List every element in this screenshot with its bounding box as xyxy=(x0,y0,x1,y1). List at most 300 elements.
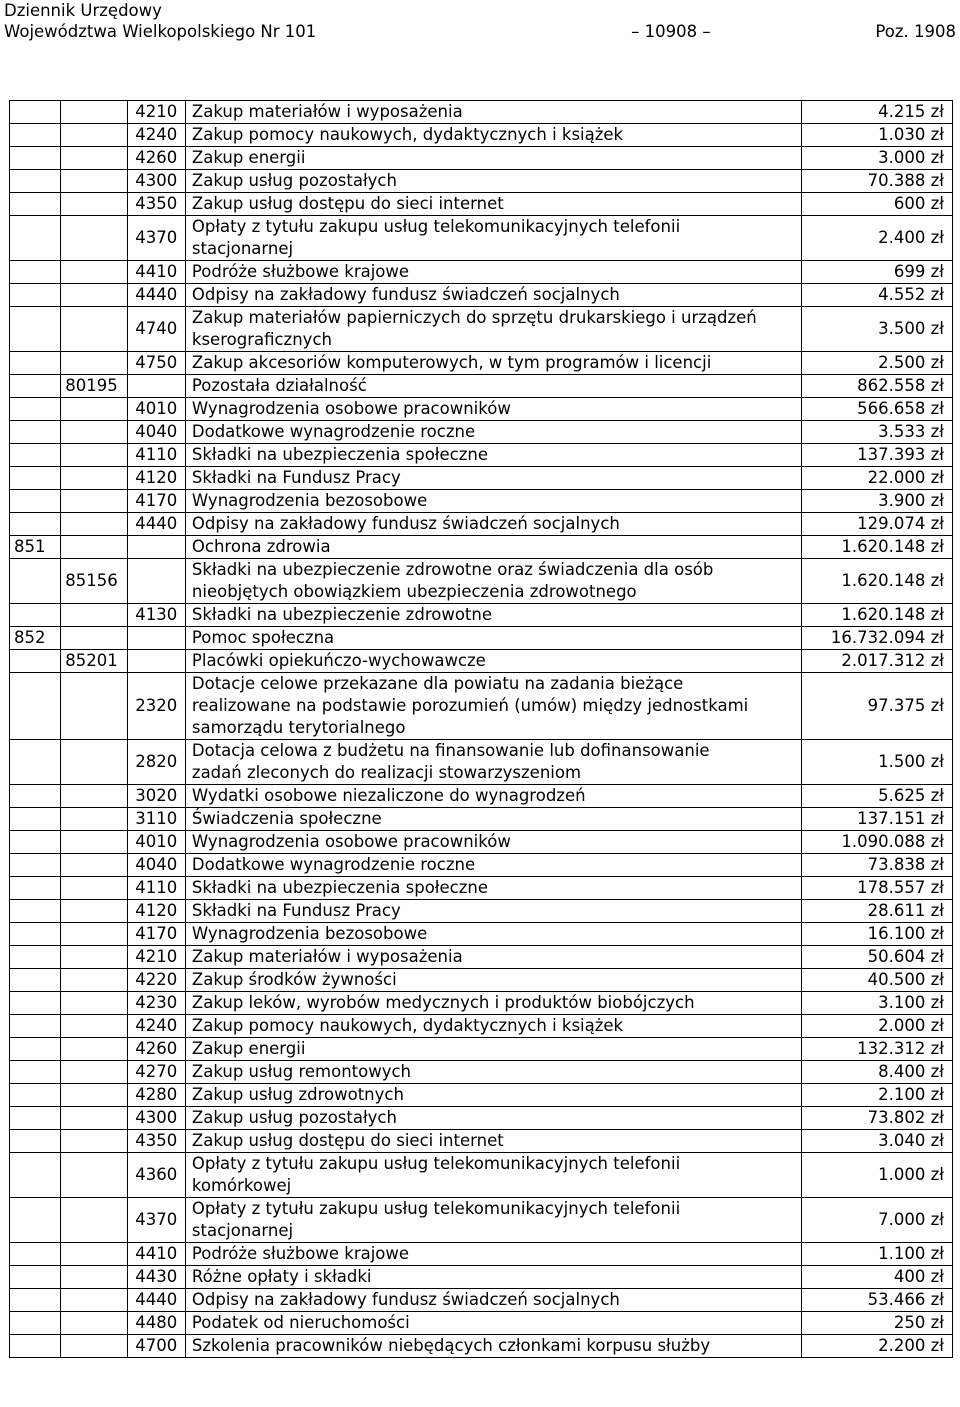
nazwa-line: Zakup energii xyxy=(191,148,306,167)
kwota-cell: 1.090.088 zł xyxy=(802,831,953,854)
nazwa-cell xyxy=(185,284,801,307)
kwota-cell: 1.620.148 zł xyxy=(802,536,953,559)
rozdzial-cell xyxy=(61,1038,127,1061)
nazwa-cell xyxy=(185,124,801,147)
paragraf-cell: 4120 xyxy=(127,900,185,923)
nazwa-line: stacjonarnej xyxy=(191,1221,294,1240)
budget-table-body xyxy=(10,101,953,1358)
dzial-cell xyxy=(10,808,61,831)
paragraf-cell: 4410 xyxy=(127,1243,185,1266)
table-row xyxy=(10,124,953,147)
paragraf-cell: 4270 xyxy=(127,1061,185,1084)
nazwa-line: Składki na ubezpieczenia społeczne xyxy=(191,878,488,897)
nazwa-line: Składki na ubezpieczenie zdrowotne xyxy=(191,605,492,624)
rozdzial-cell xyxy=(61,124,127,147)
rozdzial-cell xyxy=(61,673,127,740)
table-row xyxy=(10,1266,953,1289)
kwota-cell: 22.000 zł xyxy=(802,467,953,490)
rozdzial-cell xyxy=(61,421,127,444)
kwota-cell: 16.732.094 zł xyxy=(802,627,953,650)
nazwa-cell xyxy=(185,193,801,216)
table-row xyxy=(10,650,953,673)
dzial-cell xyxy=(10,1335,61,1358)
kwota-cell: 400 zł xyxy=(802,1266,953,1289)
nazwa-line: Pozostała działalność xyxy=(191,376,367,395)
paragraf-cell: 4440 xyxy=(127,1289,185,1312)
table-row xyxy=(10,490,953,513)
nazwa-line: Zakup pomocy naukowych, dydaktycznych i książek xyxy=(191,1016,624,1035)
nazwa-line: kserograficznych xyxy=(191,330,332,349)
rozdzial-cell xyxy=(61,513,127,536)
kwota-cell: 2.000 zł xyxy=(802,1015,953,1038)
position-number: Poz. 1908 xyxy=(875,22,956,41)
table-row xyxy=(10,1198,953,1243)
kwota-cell: 50.604 zł xyxy=(802,946,953,969)
dzial-cell xyxy=(10,854,61,877)
table-row xyxy=(10,261,953,284)
rozdzial-cell xyxy=(61,261,127,284)
kwota-cell: 699 zł xyxy=(802,261,953,284)
table-row xyxy=(10,1335,953,1358)
dzial-cell xyxy=(10,467,61,490)
nazwa-line: Placówki opiekuńczo-wychowawcze xyxy=(191,651,486,670)
paragraf-cell: 4120 xyxy=(127,467,185,490)
kwota-cell: 2.200 zł xyxy=(802,1335,953,1358)
dzial-cell xyxy=(10,1015,61,1038)
table-row xyxy=(10,1153,953,1198)
paragraf-cell: 4010 xyxy=(127,831,185,854)
nazwa-line: Zakup leków, wyrobów medycznych i produktów biobójczych xyxy=(191,993,695,1012)
nazwa-cell xyxy=(185,261,801,284)
rozdzial-cell xyxy=(61,785,127,808)
table-row xyxy=(10,923,953,946)
nazwa-cell xyxy=(185,490,801,513)
paragraf-cell: 4750 xyxy=(127,352,185,375)
table-row xyxy=(10,992,953,1015)
table-row xyxy=(10,467,953,490)
nazwa-cell xyxy=(185,785,801,808)
dzial-cell xyxy=(10,1289,61,1312)
paragraf-cell: 4370 xyxy=(127,1198,185,1243)
rozdzial-cell xyxy=(61,969,127,992)
dzial-cell xyxy=(10,559,61,604)
table-row xyxy=(10,1130,953,1153)
rozdzial-cell xyxy=(61,900,127,923)
dzial-cell xyxy=(10,1243,61,1266)
table-row xyxy=(10,1107,953,1130)
paragraf-cell: 4300 xyxy=(127,1107,185,1130)
paragraf-cell: 4350 xyxy=(127,1130,185,1153)
dzial-cell: 852 xyxy=(10,627,61,650)
rozdzial-cell xyxy=(61,1153,127,1198)
rozdzial-cell xyxy=(61,216,127,261)
dzial-cell xyxy=(10,375,61,398)
rozdzial-cell xyxy=(61,923,127,946)
rozdzial-cell xyxy=(61,1312,127,1335)
nazwa-cell xyxy=(185,1243,801,1266)
nazwa-cell xyxy=(185,627,801,650)
dzial-cell xyxy=(10,969,61,992)
paragraf-cell xyxy=(127,375,185,398)
rozdzial-cell xyxy=(61,604,127,627)
table-row xyxy=(10,398,953,421)
kwota-cell: 5.625 zł xyxy=(802,785,953,808)
kwota-cell: 3.100 zł xyxy=(802,992,953,1015)
kwota-cell: 250 zł xyxy=(802,1312,953,1335)
nazwa-line: Zakup akcesoriów komputerowych, w tym programów i licencji xyxy=(191,353,712,372)
kwota-cell: 97.375 zł xyxy=(802,673,953,740)
journal-title: Dziennik Urzędowy xyxy=(4,1,162,20)
nazwa-line: Zakup środków żywności xyxy=(191,970,397,989)
table-row xyxy=(10,284,953,307)
nazwa-line: Dotacja celowa z budżetu na finansowanie lub dofinansowanie xyxy=(191,741,710,760)
table-row xyxy=(10,307,953,352)
dzial-cell xyxy=(10,1084,61,1107)
nazwa-line: Dodatkowe wynagrodzenie roczne xyxy=(191,422,476,441)
nazwa-cell xyxy=(185,352,801,375)
paragraf-cell: 4370 xyxy=(127,216,185,261)
nazwa-cell xyxy=(185,650,801,673)
dzial-cell xyxy=(10,216,61,261)
paragraf-cell: 4260 xyxy=(127,1038,185,1061)
kwota-cell: 137.151 zł xyxy=(802,808,953,831)
nazwa-cell xyxy=(185,375,801,398)
kwota-cell: 566.658 zł xyxy=(802,398,953,421)
table-row xyxy=(10,375,953,398)
kwota-cell: 3.900 zł xyxy=(802,490,953,513)
table-row xyxy=(10,604,953,627)
rozdzial-cell xyxy=(61,1335,127,1358)
nazwa-cell xyxy=(185,1153,801,1198)
kwota-cell: 28.611 zł xyxy=(802,900,953,923)
nazwa-cell xyxy=(185,604,801,627)
kwota-cell: 3.533 zł xyxy=(802,421,953,444)
rozdzial-cell xyxy=(61,284,127,307)
nazwa-cell xyxy=(185,307,801,352)
table-row xyxy=(10,900,953,923)
dzial-cell xyxy=(10,307,61,352)
nazwa-line: zadań zleconych do realizacji stowarzyszeniom xyxy=(191,763,582,782)
nazwa-cell xyxy=(185,1266,801,1289)
dzial-cell xyxy=(10,604,61,627)
dzial-cell: 851 xyxy=(10,536,61,559)
dzial-cell xyxy=(10,1130,61,1153)
paragraf-cell: 4110 xyxy=(127,877,185,900)
kwota-cell: 7.000 zł xyxy=(802,1198,953,1243)
table-row xyxy=(10,444,953,467)
paragraf-cell: 4240 xyxy=(127,1015,185,1038)
nazwa-line: Zakup usług dostępu do sieci internet xyxy=(191,194,504,213)
rozdzial-cell xyxy=(61,1130,127,1153)
kwota-cell: 73.838 zł xyxy=(802,854,953,877)
paragraf-cell: 4410 xyxy=(127,261,185,284)
rozdzial-cell xyxy=(61,1289,127,1312)
nazwa-cell xyxy=(185,923,801,946)
dzial-cell xyxy=(10,398,61,421)
rozdzial-cell xyxy=(61,444,127,467)
table-row xyxy=(10,808,953,831)
kwota-cell: 1.620.148 zł xyxy=(802,559,953,604)
table-row xyxy=(10,170,953,193)
dzial-cell xyxy=(10,421,61,444)
dzial-cell xyxy=(10,650,61,673)
dzial-cell xyxy=(10,1038,61,1061)
paragraf-cell: 3020 xyxy=(127,785,185,808)
paragraf-cell: 4040 xyxy=(127,421,185,444)
table-row xyxy=(10,1061,953,1084)
paragraf-cell: 4430 xyxy=(127,1266,185,1289)
kwota-cell: 178.557 zł xyxy=(802,877,953,900)
header-row xyxy=(4,21,956,42)
dzial-cell xyxy=(10,101,61,124)
dzial-cell xyxy=(10,877,61,900)
paragraf-cell: 4110 xyxy=(127,444,185,467)
nazwa-line: Wynagrodzenia osobowe pracowników xyxy=(191,832,511,851)
voivodeship-issue: Województwa Wielkopolskiego Nr 101 xyxy=(4,22,317,41)
nazwa-cell xyxy=(185,900,801,923)
paragraf-cell xyxy=(127,536,185,559)
dzial-cell xyxy=(10,740,61,785)
paragraf-cell: 4260 xyxy=(127,147,185,170)
nazwa-line: Zakup pomocy naukowych, dydaktycznych i książek xyxy=(191,125,624,144)
dzial-cell xyxy=(10,1198,61,1243)
paragraf-cell: 4440 xyxy=(127,284,185,307)
rozdzial-cell xyxy=(61,490,127,513)
paragraf-cell: 4130 xyxy=(127,604,185,627)
dzial-cell xyxy=(10,1153,61,1198)
kwota-cell: 862.558 zł xyxy=(802,375,953,398)
nazwa-line: Odpisy na zakładowy fundusz świadczeń socjalnych xyxy=(191,285,620,304)
nazwa-cell xyxy=(185,1130,801,1153)
rozdzial-cell xyxy=(61,946,127,969)
dzial-cell xyxy=(10,147,61,170)
rozdzial-cell xyxy=(61,627,127,650)
nazwa-line: Opłaty z tytułu zakupu usług telekomunikacyjnych telefonii xyxy=(191,1199,681,1218)
nazwa-line: Zakup usług remontowych xyxy=(191,1062,412,1081)
rozdzial-cell xyxy=(61,147,127,170)
nazwa-line: Zakup usług zdrowotnych xyxy=(191,1085,404,1104)
paragraf-cell: 4360 xyxy=(127,1153,185,1198)
rozdzial-cell xyxy=(61,398,127,421)
kwota-cell: 1.620.148 zł xyxy=(802,604,953,627)
nazwa-cell xyxy=(185,1289,801,1312)
paragraf-cell: 4350 xyxy=(127,193,185,216)
nazwa-line: Zakup materiałów i wyposażenia xyxy=(191,947,463,966)
nazwa-line: Odpisy na zakładowy fundusz świadczeń socjalnych xyxy=(191,514,620,533)
paragraf-cell: 4040 xyxy=(127,854,185,877)
kwota-cell: 4.552 zł xyxy=(802,284,953,307)
rozdzial-cell xyxy=(61,170,127,193)
nazwa-line: Podróże służbowe krajowe xyxy=(191,262,410,281)
nazwa-line: Podatek od nieruchomości xyxy=(191,1313,410,1332)
dzial-cell xyxy=(10,1061,61,1084)
nazwa-cell xyxy=(185,740,801,785)
kwota-cell: 8.400 zł xyxy=(802,1061,953,1084)
rozdzial-cell xyxy=(61,992,127,1015)
paragraf-cell: 4700 xyxy=(127,1335,185,1358)
dzial-cell xyxy=(10,261,61,284)
nazwa-line: Opłaty z tytułu zakupu usług telekomunikacyjnych telefonii xyxy=(191,1154,681,1173)
rozdzial-cell xyxy=(61,307,127,352)
kwota-cell: 3.000 zł xyxy=(802,147,953,170)
paragraf-cell xyxy=(127,559,185,604)
rozdzial-cell xyxy=(61,740,127,785)
nazwa-line: Zakup materiałów i wyposażenia xyxy=(191,102,463,121)
kwota-cell: 132.312 zł xyxy=(802,1038,953,1061)
paragraf-cell: 3110 xyxy=(127,808,185,831)
paragraf-cell: 2820 xyxy=(127,740,185,785)
nazwa-line: Ochrona zdrowia xyxy=(191,537,331,556)
nazwa-cell xyxy=(185,513,801,536)
budget-table xyxy=(9,100,953,1358)
nazwa-cell xyxy=(185,559,801,604)
nazwa-cell xyxy=(185,1312,801,1335)
nazwa-line: Zakup usług dostępu do sieci internet xyxy=(191,1131,504,1150)
nazwa-line: Szkolenia pracowników niebędących członkami korpusu służby xyxy=(191,1336,711,1355)
dzial-cell xyxy=(10,785,61,808)
table-row xyxy=(10,536,953,559)
nazwa-cell xyxy=(185,101,801,124)
nazwa-cell xyxy=(185,1038,801,1061)
paragraf-cell xyxy=(127,650,185,673)
nazwa-line: realizowane na podstawie porozumień (umów) między jednostkami xyxy=(191,696,749,715)
paragraf-cell: 4220 xyxy=(127,969,185,992)
table-row xyxy=(10,1312,953,1335)
nazwa-cell xyxy=(185,444,801,467)
table-row xyxy=(10,101,953,124)
dzial-cell xyxy=(10,673,61,740)
paragraf-cell: 2320 xyxy=(127,673,185,740)
kwota-cell: 2.500 zł xyxy=(802,352,953,375)
nazwa-line: nieobjętych obowiązkiem ubezpieczenia zdrowotnego xyxy=(191,582,637,601)
kwota-cell: 70.388 zł xyxy=(802,170,953,193)
page-header xyxy=(4,0,956,42)
nazwa-cell xyxy=(185,831,801,854)
paragraf-cell: 4480 xyxy=(127,1312,185,1335)
nazwa-cell xyxy=(185,1107,801,1130)
table-row xyxy=(10,831,953,854)
dzial-cell xyxy=(10,831,61,854)
paragraf-cell: 4170 xyxy=(127,923,185,946)
kwota-cell: 1.000 zł xyxy=(802,1153,953,1198)
rozdzial-cell: 85201 xyxy=(61,650,127,673)
rozdzial-cell xyxy=(61,854,127,877)
dzial-cell xyxy=(10,444,61,467)
nazwa-line: Wynagrodzenia bezosobowe xyxy=(191,924,428,943)
nazwa-cell xyxy=(185,877,801,900)
paragraf-cell: 4440 xyxy=(127,513,185,536)
table-row xyxy=(10,1015,953,1038)
dzial-cell xyxy=(10,490,61,513)
paragraf-cell: 4170 xyxy=(127,490,185,513)
kwota-cell: 129.074 zł xyxy=(802,513,953,536)
kwota-cell: 1.100 zł xyxy=(802,1243,953,1266)
nazwa-line: Składki na ubezpieczenie zdrowotne oraz świadczenia dla osób xyxy=(191,560,714,579)
nazwa-line: Zakup usług pozostałych xyxy=(191,1108,397,1127)
nazwa-cell xyxy=(185,946,801,969)
rozdzial-cell: 80195 xyxy=(61,375,127,398)
table-row xyxy=(10,352,953,375)
rozdzial-cell: 85156 xyxy=(61,559,127,604)
dzial-cell xyxy=(10,900,61,923)
nazwa-line: Opłaty z tytułu zakupu usług telekomunikacyjnych telefonii xyxy=(191,217,681,236)
dzial-cell xyxy=(10,992,61,1015)
table-row xyxy=(10,559,953,604)
table-row xyxy=(10,193,953,216)
nazwa-cell xyxy=(185,536,801,559)
rozdzial-cell xyxy=(61,1107,127,1130)
table-row xyxy=(10,946,953,969)
dzial-cell xyxy=(10,193,61,216)
table-row xyxy=(10,854,953,877)
nazwa-line: Dotacje celowe przekazane dla powiatu na zadania bieżące xyxy=(191,674,684,693)
nazwa-line: Składki na Fundusz Pracy xyxy=(191,468,401,487)
page-number: – 10908 – xyxy=(631,22,711,41)
table-row xyxy=(10,673,953,740)
rozdzial-cell xyxy=(61,101,127,124)
rozdzial-cell xyxy=(61,1084,127,1107)
table-row xyxy=(10,513,953,536)
table-row xyxy=(10,216,953,261)
dzial-cell xyxy=(10,946,61,969)
dzial-cell xyxy=(10,513,61,536)
nazwa-line: Zakup energii xyxy=(191,1039,306,1058)
nazwa-line: Składki na Fundusz Pracy xyxy=(191,901,401,920)
nazwa-line: Wydatki osobowe niezaliczone do wynagrodzeń xyxy=(191,786,586,805)
nazwa-line: Dodatkowe wynagrodzenie roczne xyxy=(191,855,476,874)
paragraf-cell: 4230 xyxy=(127,992,185,1015)
nazwa-cell xyxy=(185,808,801,831)
table-row xyxy=(10,1084,953,1107)
rozdzial-cell xyxy=(61,352,127,375)
paragraf-cell: 4240 xyxy=(127,124,185,147)
nazwa-cell xyxy=(185,170,801,193)
nazwa-cell xyxy=(185,1198,801,1243)
nazwa-line: komórkowej xyxy=(191,1176,292,1195)
table-row xyxy=(10,969,953,992)
kwota-cell: 2.100 zł xyxy=(802,1084,953,1107)
rozdzial-cell xyxy=(61,1266,127,1289)
dzial-cell xyxy=(10,1266,61,1289)
rozdzial-cell xyxy=(61,467,127,490)
nazwa-cell xyxy=(185,467,801,490)
nazwa-cell xyxy=(185,854,801,877)
kwota-cell: 4.215 zł xyxy=(802,101,953,124)
dzial-cell xyxy=(10,1107,61,1130)
paragraf-cell: 4010 xyxy=(127,398,185,421)
kwota-cell: 600 zł xyxy=(802,193,953,216)
nazwa-line: Różne opłaty i składki xyxy=(191,1267,372,1286)
nazwa-line: Zakup usług pozostałych xyxy=(191,171,397,190)
nazwa-line: Zakup materiałów papierniczych do sprzętu drukarskiego i urządzeń xyxy=(191,308,757,327)
kwota-cell: 73.802 zł xyxy=(802,1107,953,1130)
nazwa-cell xyxy=(185,1061,801,1084)
paragraf-cell: 4740 xyxy=(127,307,185,352)
nazwa-line: Wynagrodzenia osobowe pracowników xyxy=(191,399,511,418)
rozdzial-cell xyxy=(61,1061,127,1084)
kwota-cell: 3.040 zł xyxy=(802,1130,953,1153)
table-row xyxy=(10,421,953,444)
nazwa-cell xyxy=(185,1335,801,1358)
nazwa-line: Świadczenia społeczne xyxy=(191,809,382,828)
nazwa-cell xyxy=(185,147,801,170)
paragraf-cell: 4210 xyxy=(127,946,185,969)
kwota-cell: 1.030 zł xyxy=(802,124,953,147)
kwota-cell: 16.100 zł xyxy=(802,923,953,946)
nazwa-cell xyxy=(185,421,801,444)
nazwa-line: Pomoc społeczna xyxy=(191,628,335,647)
table-row xyxy=(10,1289,953,1312)
